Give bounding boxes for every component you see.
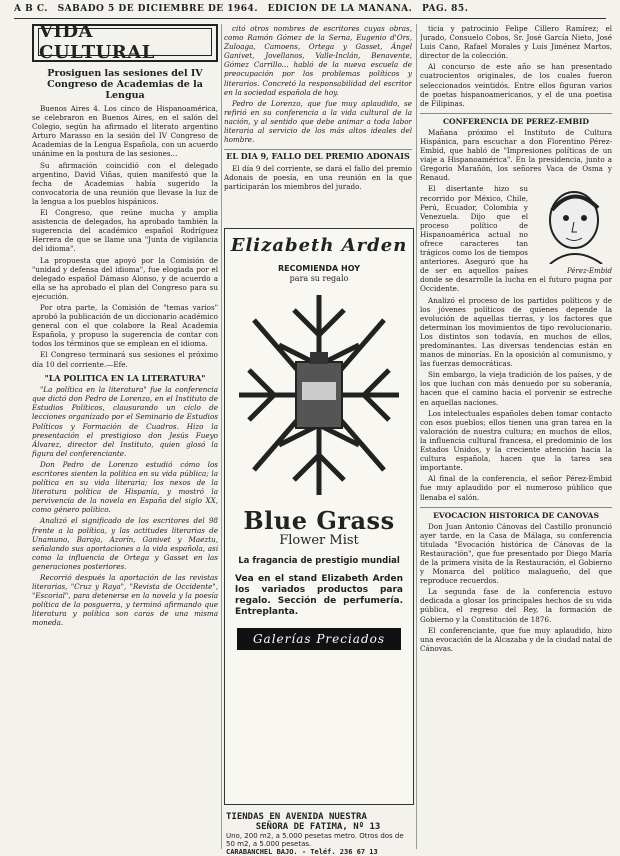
- article-headline: CONFERENCIA DE PEREZ-EMBID: [420, 113, 612, 126]
- ad-recommend: [225, 264, 413, 284]
- portrait-sketch-icon: [532, 186, 612, 264]
- elizabeth-arden-ad: [224, 228, 414, 805]
- article-paragraph: Al final de la conferencia, el señor Pérez-Embid fue muy aplaudido por el numeroso público que llenaba el salón.: [420, 474, 612, 502]
- article-headline: EL DIA 9, FALLO DEL PREMIO ADONAIS: [224, 149, 412, 162]
- article-paragraph: Don Juan Antonio Cánovas del Castillo pronunció ayer tarde, en la Casa de Málaga, su conferencia titulada "Evocación histórica de Cánovas de la Restauración", que fue presentado por Diego María de la primera visita de la Restauración, el Gobierno y Monarca del político malagueño, del que reproduce recuerdos.: [420, 521, 612, 586]
- article-paragraph: El día 9 del corriente, se dará el fallo del premio Adonais de poesía, en una reunión en la que participarán los miembros del jurado.: [224, 163, 412, 191]
- classified-line: SEÑORA DE FATIMA, Nº 13: [255, 822, 381, 832]
- article-paragraph: Al concurso de este año se han presentado cuatrocientos originales, de los cuales fueron seleccionados veintidós. Entre ellos figuran varios de poetas hispanoamericanos, y el de una poetisa de Filipinas.: [420, 62, 612, 108]
- article-paragraph: ticia y patrocinio Felipe Cillero Ramírez; el Jurado, Consuelo Cobos, Sr. José García Nieto, José Luis Cano, Rafael Morales y Luis Jiménez Martos, director de la colección.: [420, 24, 612, 61]
- article-paragraph: citó otros nombres de escritores cuyas obras, como Ramón Gómez de la Serna, Eugenio d'Ors, Zuloaga, Camoens, Ortega y Gasset, Ángel Ganivet, Jovellanos, Valle-Inclán, Benavente, Gómez Carrillo... habló de la nueva escuela de preocupación por los problemas políticos y literarios. Concretó la responsabilidad del escritor en la sociedad española de hoy.: [224, 24, 412, 97]
- article-paragraph: El disertante hizo su recorrido por México, Chile, Perú, Ecuador, Colombia y Venezuela. Dijo que el proceso político de Hispanoamérica actual no ofrece caracteres tan trágicos como los de tiempos anteriores. Aseguró que ha de ser en aquellos países donde se desarrolle la lucha en el futuro pugna por Occidente.: [420, 184, 612, 294]
- article-paragraph: Buenos Aires 4. Los cinco de Hispanoamérica, se celebraron en Buenos Aires, en el salón del Colegio, según ha afirmado el literato argentino Arturo Marasso en la sesión del IV Congreso de Academias de la Lengua Española, con un acuerdo unánime en la postura de las sesiones...: [32, 104, 218, 159]
- article-headline: EVOCACION HISTORICA DE CANOVAS: [420, 507, 612, 520]
- article-paragraph: Sin embargo, la vieja tradición de los países, y de los que luchan con más denuedo por su soberanía, hacen que el camino hacia el porvenir se estreche en aquellas naciones.: [420, 370, 612, 407]
- article-paragraph: Pedro de Lorenzo, que fue muy aplaudido, se refirió en su conferencia a la vida cultural de la nación, y al sentido que debe animar a toda labor literaria al servicio de los más altos ideales del hombre.: [224, 98, 412, 145]
- classified-line: CARABANCHEL BAJO. - Teléf. 236 67 13: [226, 848, 378, 856]
- ad-brand: Elizabeth Arden: [230, 235, 408, 256]
- article-paragraph: La propuesta que apoyó por la Comisión de "unidad y defensa del idioma", fue elogiada por el delegado español Dámaso Alonso, y de acuerdo a ella se ha aprobado el plan del Congreso para su ejecución.: [32, 255, 218, 301]
- article-paragraph: "La política en la literatura" fue la conferencia que dictó don Pedro de Lorenzo, en el Instituto de Estudios Políticos, clausurando un ciclo de lecciones organizado por el Seminario de Estudios Políticos y Formación de Cuadros. Hizo la presentación el prestigioso don Jesús Fueyo Álvarez, director del Instituto, quien glosó la figura del conferenciante.: [32, 385, 218, 458]
- header-paper: A B C.: [14, 4, 48, 14]
- classified-ad: [224, 812, 412, 856]
- column-3: [420, 24, 612, 849]
- ad-recommend-line: RECOMIENDA HOY: [277, 264, 360, 273]
- article-paragraph: El Congreso terminará sus sesiones el próximo día 10 del corriente.—Efe.: [32, 350, 218, 369]
- article-paragraph: El conferenciante, que fue muy aplaudido, hizo una evocación de la Alcazaba y de la ciudad natal de Cánovas.: [420, 625, 612, 653]
- section-title: VIDA CULTURAL: [38, 28, 212, 56]
- ad-tagline: La fragancia de prestigio mundial: [238, 556, 400, 566]
- classified-line: TIENDAS EN AVENIDA NUESTRA: [226, 812, 367, 822]
- section-box: [32, 24, 218, 62]
- article-paragraph: Analizó el proceso de los partidos políticos y de los jóvenes políticos de quienes depende la evolución de aquellas tierras, y los factores que determinan los movimientos de tipo revolucionario. Los distintos son todavía, en muchos de ellos, predominantes. Las diversas tendencias están en manos de minorías. En la oposición al comunismo, y las fuerzas democráticas.: [420, 295, 612, 369]
- article-paragraph: Analizó el significado de los escritores del 98 frente a la política, y las actitudes literarias de Unamuno, Baroja, Azorín, Ganivet y Maeztu, señalando sus aportaciones a la vida española, así como la influencia de Ortega y Gasset en las generaciones posteriores.: [32, 516, 218, 571]
- portrait-caption: Pérez-Embid: [566, 266, 612, 275]
- article-headline: "LA POLITICA EN LA LITERATURA": [44, 372, 206, 383]
- ad-product: Blue Grass: [243, 506, 395, 535]
- snowflake-pattern-icon: [234, 290, 404, 500]
- article-paragraph: Por otra parte, la Comisión de "temas varios" aprobó la publicación de un diccionario académico general con el que colabore la Real Academia Española, y propuso la sugerencia de contar con todos los términos que se emplean en el idioma.: [32, 302, 218, 349]
- page-header: [14, 4, 606, 19]
- article-paragraph: Mañana próximo el Instituto de Cultura Hispánica, para escuchar a don Florentino Pérez-Embid, que habló de "Impresiones políticas de un viaje a Hispanoamérica". En la presidencia, junto a Gregorio Marañón, los señores Vaca de Osma y Renaud.: [420, 127, 612, 183]
- article-paragraph: El Congreso, que reúne mucha y amplia asistencia de delegados, ha aprobado también la sugerencia del académico español Rodríguez Herrera de que se llame una "Junta de vigilancia del idioma".: [32, 208, 218, 254]
- ad-body: Vea en el stand Elizabeth Arden los variados productos para regalo. Sección de perfumería. Entreplanta.: [235, 574, 403, 617]
- ad-product-sub: Flower Mist: [279, 533, 359, 548]
- header-edition: EDICION DE LA MAÑANA.: [267, 4, 413, 14]
- article-headline: Prosiguen las sesiones del IV Congreso de Academias de la Lengua: [47, 68, 203, 101]
- article-paragraph: Don Pedro de Lorenzo estudió cómo los escritores sienten la política en su vida pública; la política en su vida literaria; los nexos de la literatura política de Hispania, y mostró la pervivencia de la novela en España del siglo XX, como género político.: [32, 459, 218, 515]
- classified-line: Uno, 200 m2, a 5.000 pesetas metro. Otros dos de 50 m2, a 5.000 pesetas.: [226, 832, 404, 848]
- header-date: SABADO 5 DE DICIEMBRE DE 1964.: [57, 4, 258, 14]
- article-paragraph: La segunda fase de la conferencia estuvo dedicada a glosar los principales hechos de su vida pública, el regreso del Rey, la formación de Gobierno y la Constitución de 1876.: [420, 587, 612, 624]
- column-rule: [221, 24, 222, 849]
- column-1: [32, 24, 218, 849]
- article-paragraph: Su afirmación coincidió con el delegado argentino, David Viñas, quien manifestó que la fecha de Academias había sugerido la convocatoria de una reunión que llevase la luz de la lengua a los pueblos hispánicos.: [32, 160, 218, 206]
- header-page: PAG. 85.: [421, 4, 469, 14]
- column-rule: [416, 24, 417, 849]
- article-paragraph: Recorrió después la aportación de las revistas literarias, "Cruz y Raya", "Revista de Occidente", "Escorial", para detenerse en la novela y la poesía política de la posguerra, y terminó afirmando que literatura y política son caras de una misma moneda.: [32, 573, 218, 628]
- article-paragraph: Los intelectuales españoles deben tomar contacto con esos pueblos; ellos tienen una gran tarea en la valoración de nuestra cultura; en muchos de ellos, la influencia cultural francesa, el predominio de los Estados Unidos, y la creciente atención hacia la cultura española, hacen que la tarea sea importante.: [420, 408, 612, 473]
- ad-recommend-line: para su regalo: [289, 274, 349, 283]
- ad-store-banner: Galerías Preciados: [237, 628, 401, 650]
- portrait-illustration: [532, 186, 612, 275]
- column-2-text: [224, 24, 412, 224]
